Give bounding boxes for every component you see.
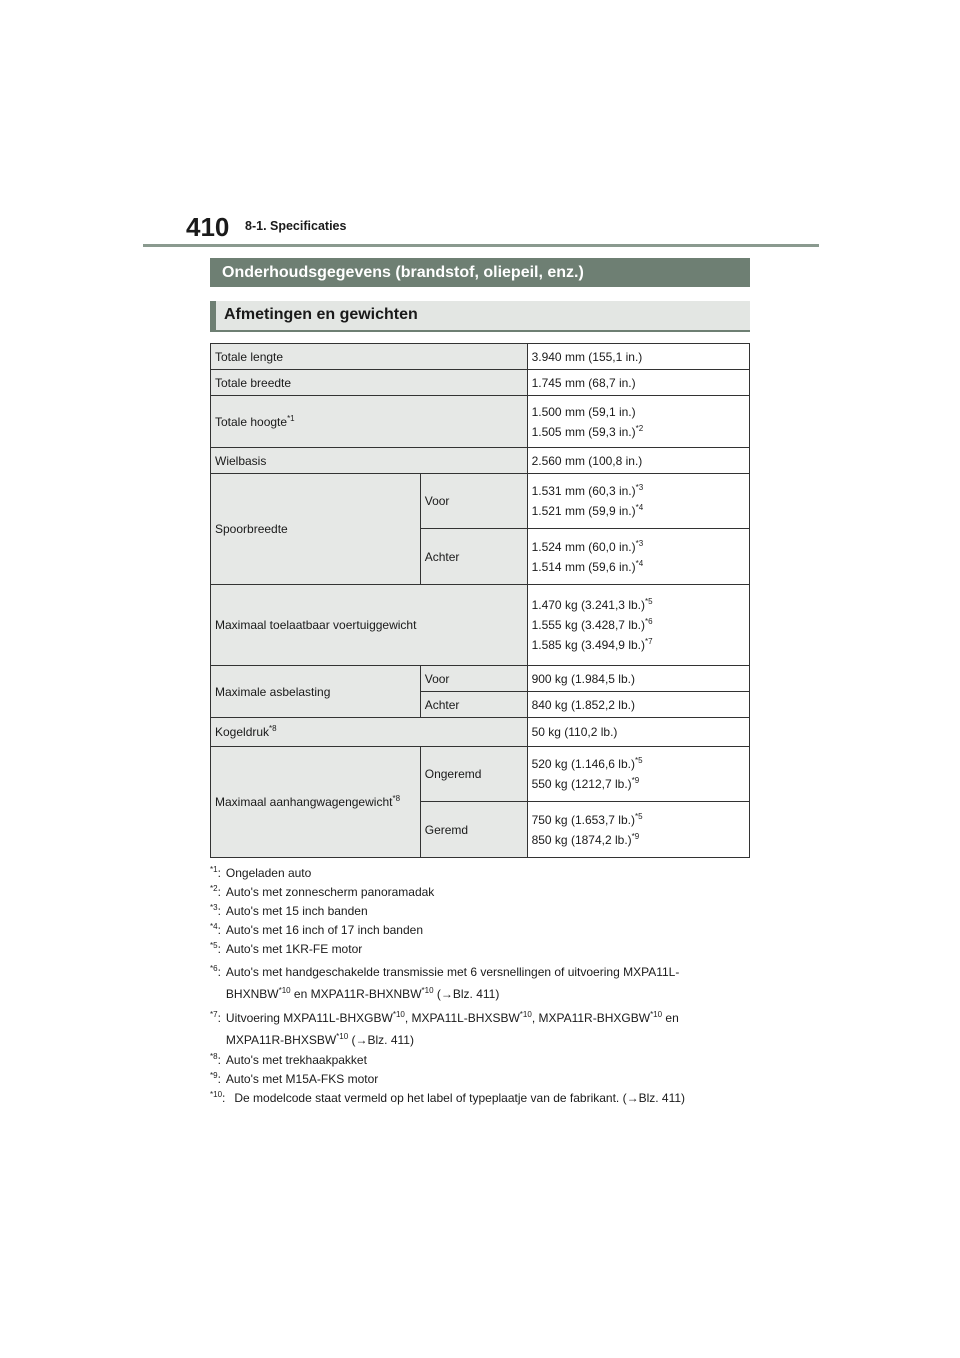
value-text: 750 kg (1.653,7 lb.) — [531, 812, 635, 827]
value-text: 1.514 mm (59,6 in.) — [531, 559, 636, 574]
footnote-ref: *3 — [635, 538, 644, 548]
row-value: 2.560 mm (100,8 in.) — [527, 448, 749, 474]
subsection-accent-bar — [210, 301, 216, 330]
value-line — [532, 812, 745, 828]
section-banner: Onderhoudsgegevens (brandstof, oliepeil, enz.) — [210, 258, 750, 287]
footnote-mark: $^{*2}$: — [210, 884, 221, 899]
footnote-ref: *10 — [519, 1010, 532, 1019]
footnote-ref: *9 — [631, 776, 640, 785]
page-number: 410 — [186, 212, 230, 242]
footnote-fragment: en MXPA11R-BHXNBW — [290, 987, 422, 1001]
row-value: 900 kg (1.984,5 lb.) — [527, 666, 749, 692]
table-row — [211, 448, 750, 474]
subsection-title: Afmetingen en gewichten — [224, 306, 418, 323]
row-value — [527, 474, 749, 529]
row-value — [527, 802, 749, 858]
value-text: 1.470 kg (3.241,3 lb.) — [531, 598, 645, 612]
footnote-mark: $^{*8}$: — [210, 1052, 221, 1067]
footnote-text — [221, 1007, 679, 1051]
value-text: 1.585 kg (3.494,9 lb.) — [531, 638, 645, 652]
label-text: Totale hoogte — [215, 414, 288, 429]
value-line — [532, 776, 745, 792]
footnote-ref: *4 — [635, 503, 644, 512]
footnote — [210, 1070, 755, 1089]
row-label — [211, 396, 528, 448]
footnote-text: Auto's met 1KR-FE motor — [225, 942, 363, 956]
footnote — [210, 883, 755, 902]
value-text: 520 kg (1.146,6 lb.) — [531, 757, 635, 771]
footnote-ref: *10 — [336, 1032, 349, 1041]
footnote-fragment: , MXPA11L-BHXSBW — [404, 1011, 520, 1025]
footnote-line: Auto's met handgeschakelde transmissie met 6 versnellingen of uitvoering MXPA11L- — [225, 965, 680, 979]
footnote-fragment: , MXPA11R-BHXGBW — [531, 1011, 651, 1025]
value-text: 850 kg (1874,2 lb.) — [531, 832, 632, 847]
dimensions-weights-table — [210, 343, 750, 858]
sub-label: Ongeremd — [420, 747, 527, 802]
sub-label: Geremd — [420, 802, 527, 858]
value-line — [532, 503, 745, 519]
table-row — [211, 747, 750, 802]
footnote-text: Auto's met 15 inch banden — [225, 904, 368, 918]
row-label — [211, 718, 528, 747]
footnote-fragment: BHXNBW — [225, 987, 279, 1001]
table-row — [211, 474, 750, 529]
value-line — [532, 597, 745, 613]
footnote-ref: *8 — [392, 794, 401, 803]
label-text: Maximaal aanhangwagengewicht — [215, 795, 393, 809]
header-divider — [143, 244, 819, 247]
table-row — [211, 396, 750, 448]
footnote-ref: *6 — [645, 617, 653, 626]
footnote — [210, 1089, 755, 1108]
section-title: 8-1. Specificaties — [245, 219, 347, 233]
row-value — [527, 396, 749, 448]
row-value — [527, 529, 749, 585]
footnote-ref: *4 — [635, 558, 644, 568]
row-label: Maximale asbelasting — [211, 666, 421, 718]
value-line — [532, 483, 745, 499]
row-value: 840 kg (1.852,2 lb.) — [527, 692, 749, 718]
footnote-mark: $^{*9}$: — [210, 1071, 221, 1086]
footnote-text: Auto's met 16 inch of 17 inch banden — [225, 923, 423, 937]
value-line — [532, 404, 745, 420]
value-text: 1.555 kg (3.428,7 lb.) — [531, 618, 645, 632]
label-text: Kogeldruk — [215, 725, 270, 739]
sub-label: Voor — [420, 666, 527, 692]
row-value — [527, 585, 749, 666]
value-line — [532, 617, 745, 633]
footnote — [210, 940, 755, 959]
value-text: 1.505 mm (59,3 in.) — [531, 424, 636, 439]
footnote-ref: *10 — [650, 1010, 663, 1019]
footnote-text: Ongeladen auto — [225, 866, 312, 880]
footnote-text: Auto's met M15A-FKS motor — [225, 1072, 379, 1086]
footnote-ref: *8 — [269, 724, 277, 733]
footnote-ref: *7 — [645, 637, 653, 646]
footnote-ref: *5 — [634, 756, 643, 765]
sub-label: Voor — [420, 474, 527, 529]
footnote-mark: $^{*6}$: — [210, 964, 221, 979]
footnote — [210, 864, 755, 883]
footnote-fragment: Uitvoering MXPA11L-BHXGBW — [225, 1011, 393, 1025]
row-label: Totale lengte — [211, 344, 528, 370]
footnote-text — [221, 961, 679, 1005]
footnote — [210, 961, 755, 1005]
footnote-mark: $^{*3}$: — [210, 903, 221, 918]
footnote-mark: $^{*10}$: — [210, 1090, 226, 1105]
table-row — [211, 585, 750, 666]
row-label — [211, 747, 421, 858]
footnote-fragment: en — [662, 1011, 679, 1025]
footnote-text: Auto's met trekhaakpakket — [225, 1053, 367, 1067]
footnote-ref: *9 — [631, 831, 640, 841]
footnote — [210, 921, 755, 940]
row-value: 3.940 mm (155,1 in.) — [527, 344, 749, 370]
footnote-mark: $^{*4}$: — [210, 922, 221, 937]
value-text: 1.524 mm (60,0 in.) — [531, 539, 636, 554]
row-value: 1.745 mm (68,7 in.) — [527, 370, 749, 396]
footnote-text: Auto's met zonnescherm panoramadak — [225, 885, 435, 899]
table-row — [211, 718, 750, 747]
footnote-text: De modelcode staat vermeld op het label of typeplaatje van de fabrikant. (→Blz. 411) — [234, 1091, 686, 1105]
value-text: 550 kg (1212,7 lb.) — [531, 777, 632, 791]
page-link[interactable]: (→Blz. 411) — [433, 987, 500, 1001]
row-value — [527, 747, 749, 802]
row-label: Totale breedte — [211, 370, 528, 396]
row-value: 50 kg (110,2 lb.) — [527, 718, 749, 747]
footnote-ref: *2 — [635, 423, 644, 433]
footnote — [210, 1051, 755, 1070]
footnotes — [210, 864, 755, 1108]
value-line — [532, 539, 745, 555]
table-row — [211, 666, 750, 692]
footnote — [210, 1007, 755, 1051]
value-line — [532, 756, 745, 772]
footnote-ref: *10 — [421, 986, 434, 995]
value-line — [532, 637, 745, 653]
footnote-ref: *1 — [287, 413, 295, 423]
table-row — [211, 344, 750, 370]
footnote-mark: $^{*7}$: — [210, 1010, 221, 1025]
value-text: 1.500 mm (59,1 in.) — [531, 404, 636, 419]
sub-label: Achter — [420, 692, 527, 718]
row-label: Wielbasis — [211, 448, 528, 474]
footnote-ref: *10 — [392, 1010, 405, 1019]
page-link[interactable]: (→Blz. 411) — [348, 1033, 414, 1047]
value-line — [532, 424, 745, 440]
footnote — [210, 902, 755, 921]
footnote-fragment: MXPA11R-BHXSBW — [225, 1033, 337, 1047]
value-text: 1.521 mm (59,9 in.) — [531, 504, 636, 518]
footnote-ref: *10 — [278, 986, 291, 995]
footnote-ref: *3 — [635, 483, 644, 492]
value-line — [532, 832, 745, 848]
row-label: Maximaal toelaatbaar voertuiggewicht — [211, 585, 528, 666]
value-text: 1.531 mm (60,3 in.) — [531, 484, 636, 498]
footnote-mark: $^{*5}$: — [210, 941, 221, 956]
subsection-header — [210, 301, 750, 332]
value-line — [532, 559, 745, 575]
footnote-ref: *5 — [634, 811, 643, 821]
table-row — [211, 370, 750, 396]
sub-label: Achter — [420, 529, 527, 585]
footnote-mark: $^{*1}$: — [210, 865, 221, 880]
footnote-ref: *5 — [645, 597, 653, 606]
row-label: Spoorbreedte — [211, 474, 421, 585]
